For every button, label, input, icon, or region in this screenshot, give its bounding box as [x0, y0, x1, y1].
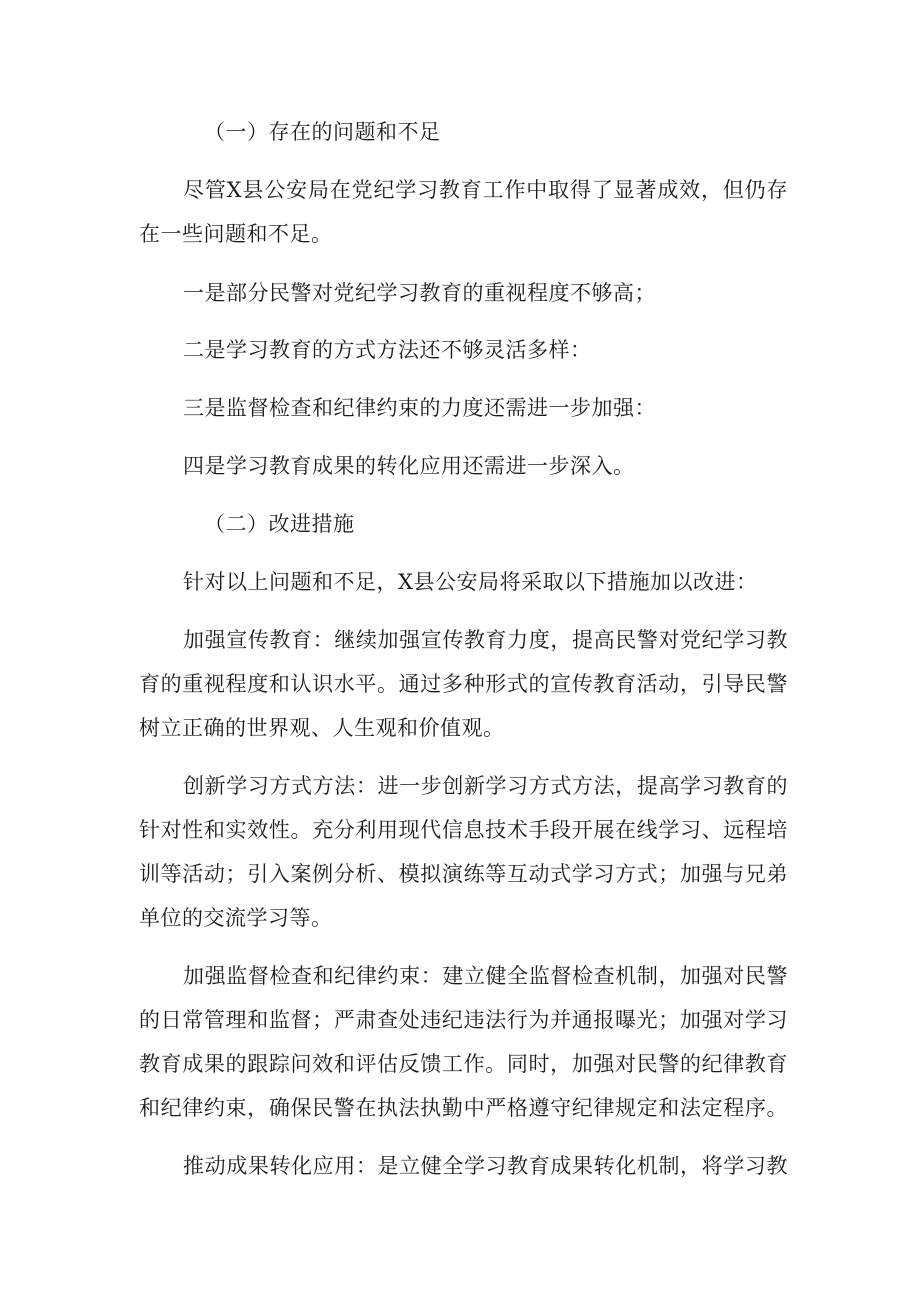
measure-supervision-line-1: 加强监督检查和纪律约束：建立健全监督检查机制，加强对民警 — [183, 964, 788, 988]
problem-item-1: 一是部分民警对党纪学习教育的重视程度不够高； — [183, 281, 656, 305]
section-heading-measures: （二）改进措施 — [204, 512, 355, 536]
problem-item-2: 二是学习教育的方式方法还不够灵活多样： — [183, 338, 592, 362]
measure-supervision-line-2: 的日常管理和监督；严肃查处违纪违法行为并通报曝光；加强对学习 — [139, 1008, 788, 1032]
measure-supervision-line-4: 和纪律约束，确保民警在执法执勤中严格遵守纪律规定和法定程序。 — [139, 1096, 788, 1120]
paragraph-intro: 针对以上问题和不足，X县公安局将采取以下措施加以改进： — [183, 570, 758, 594]
paragraph-summary-line-1: 尽管X县公安局在党纪学习教育工作中取得了显著成效，但仍存 — [183, 178, 788, 202]
paragraph-summary-line-2: 在一些问题和不足。 — [139, 222, 333, 246]
measure-innovation-line-2: 针对性和实效性。充分利用现代信息技术手段开展在线学习、远程培 — [139, 818, 788, 842]
problem-item-3: 三是监督检查和纪律约束的力度还需进一步加强： — [183, 396, 656, 420]
measure-publicity-line-1: 加强宣传教育：继续加强宣传教育力度，提高民警对党纪学习教 — [183, 628, 788, 652]
measure-supervision-line-3: 教育成果的跟踪问效和评估反馈工作。同时，加强对民警的纪律教育 — [139, 1052, 788, 1076]
problem-item-4: 四是学习教育成果的转化应用还需进一步深入。 — [183, 454, 635, 478]
section-heading-problems: （一）存在的问题和不足 — [204, 120, 441, 144]
measure-publicity-line-3: 树立正确的世界观、人生观和价值观。 — [139, 716, 505, 740]
measure-innovation-line-1: 创新学习方式方法：进一步创新学习方式方法，提高学习教育的 — [183, 774, 788, 798]
measure-innovation-line-4: 单位的交流学习等。 — [139, 906, 333, 930]
measure-publicity-line-2: 育的重视程度和认识水平。通过多种形式的宣传教育活动，引导民警 — [139, 672, 788, 696]
measure-application-line-1: 推动成果转化应用：是立健全学习教育成果转化机制，将学习教 — [183, 1154, 788, 1178]
measure-innovation-line-3: 训等活动；引入案例分析、模拟演练等互动式学习方式；加强与兄弟 — [139, 862, 788, 886]
